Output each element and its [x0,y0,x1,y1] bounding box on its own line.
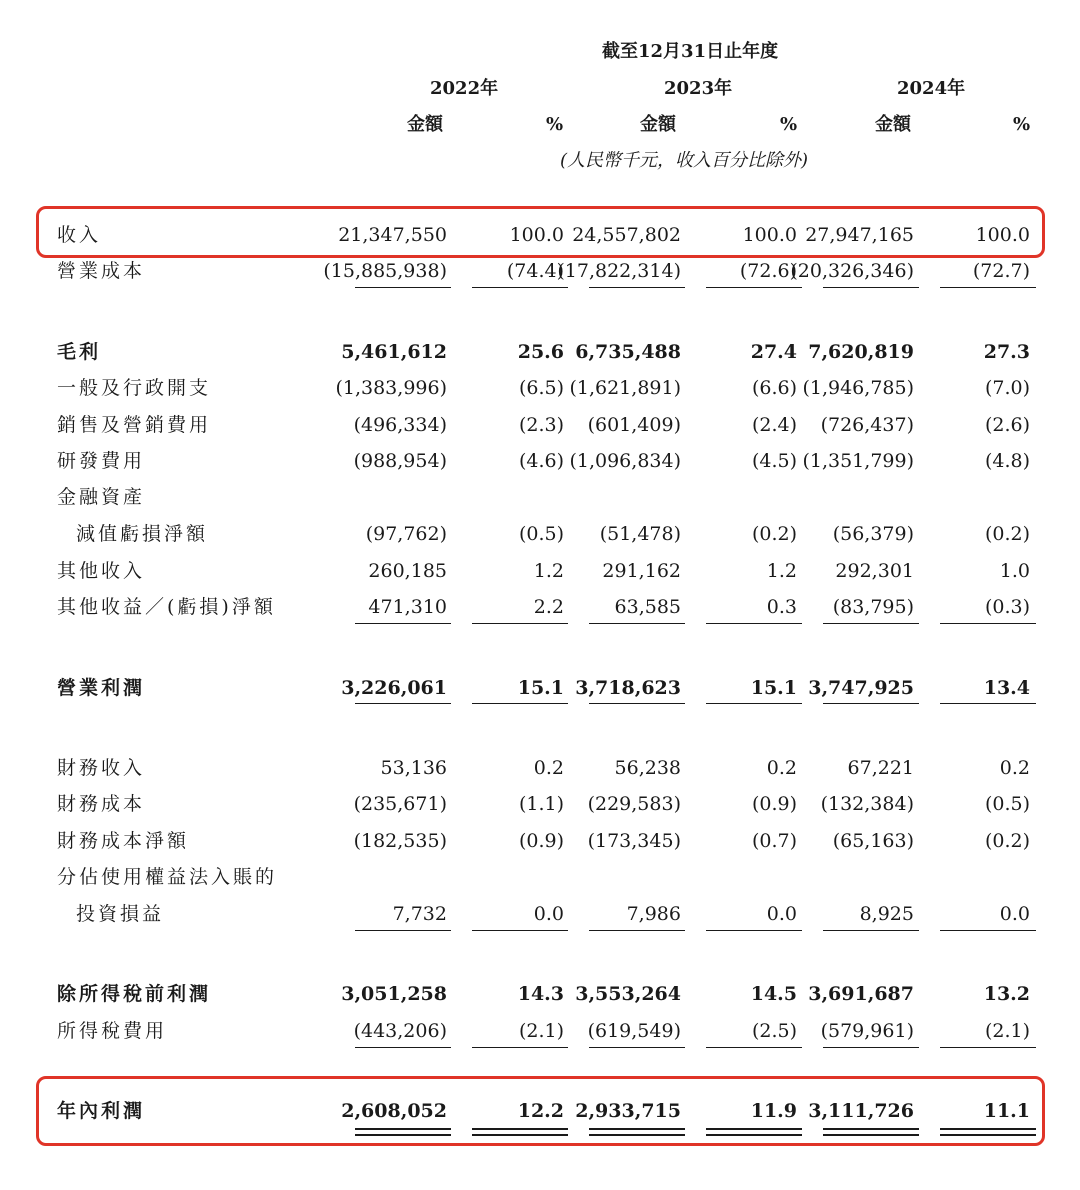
cell-pct-2024: (4.8) [984,450,1030,472]
row-label: 毛利 [57,341,102,363]
unit-note: (人民幣千元，收入百分比除外) [560,150,809,171]
underline-rule [589,930,685,931]
underline-rule [589,287,685,288]
underline-rule [823,287,919,288]
cell-pct-2023: 1.2 [766,560,797,582]
cell-amount-2023: 24,557,802 [572,224,681,246]
row-label: 銷售及營銷費用 [57,414,212,436]
underline-rule [823,1047,919,1048]
underline-rule [472,287,568,288]
row-label: 其他收益／(虧損)淨額 [57,596,276,618]
cell-amount-2022: 3,226,061 [341,677,447,699]
underline-rule [706,623,802,624]
cell-amount-2023: (51,478) [599,523,681,545]
underline-rule [355,1047,451,1048]
cell-pct-2022: 25.6 [517,341,564,363]
cell-pct-2022: (2.3) [518,414,564,436]
year-2022-heading: 2022年 [430,78,499,99]
underline-rule [589,1047,685,1048]
cell-amount-2023: (173,345) [587,830,681,852]
cell-amount-2022: (496,334) [353,414,447,436]
underline-rule [823,703,919,704]
cell-amount-2023: (229,583) [587,793,681,815]
cell-pct-2024: (2.6) [984,414,1030,436]
cell-amount-2023: (17,822,314) [557,260,681,282]
row-label: 收入 [57,224,102,246]
cell-pct-2024: (0.3) [984,596,1030,618]
cell-pct-2022: 0.0 [533,903,564,925]
cell-pct-2022: (0.5) [518,523,564,545]
underline-rule [355,287,451,288]
row-label: 財務收入 [57,757,146,779]
double-underline-rule [472,1128,568,1136]
amount-heading-2022: 金額 [407,114,443,135]
row-label: 分佔使用權益法入賬的 [57,866,278,888]
cell-pct-2022: 100.0 [509,224,564,246]
row-label: 減值虧損淨額 [76,523,209,545]
cell-amount-2024: 292,301 [835,560,914,582]
row-label: 投資損益 [76,903,165,925]
underline-rule [940,623,1036,624]
cell-pct-2024: (0.2) [984,523,1030,545]
cell-amount-2023: (601,409) [587,414,681,436]
pct-heading-2022: % [546,114,564,135]
cell-pct-2022: 15.1 [517,677,564,699]
cell-amount-2023: (1,096,834) [569,450,681,472]
underline-rule [823,930,919,931]
cell-pct-2022: (1.1) [518,793,564,815]
row-label: 除所得稅前利潤 [57,983,212,1005]
cell-pct-2022: 0.2 [533,757,564,779]
cell-amount-2023: 3,718,623 [575,677,681,699]
cell-pct-2024: (0.2) [984,830,1030,852]
row-label: 財務成本淨額 [57,830,190,852]
cell-amount-2022: 2,608,052 [341,1100,447,1122]
cell-pct-2023: (2.5) [751,1020,797,1042]
cell-pct-2023: 15.1 [750,677,797,699]
underline-rule [355,703,451,704]
underline-rule [823,623,919,624]
row-label: 年內利潤 [57,1100,146,1122]
cell-amount-2023: 63,585 [614,596,681,618]
underline-rule [472,623,568,624]
period-heading: 截至12月31日止年度 [602,41,779,62]
cell-amount-2023: 291,162 [602,560,681,582]
cell-pct-2023: (2.4) [751,414,797,436]
cell-amount-2023: 3,553,264 [575,983,681,1005]
cell-amount-2024: (1,946,785) [802,377,914,399]
cell-pct-2024: 27.3 [983,341,1030,363]
underline-rule [706,1047,802,1048]
cell-amount-2022: (235,671) [353,793,447,815]
underline-rule [706,703,802,704]
underline-rule [355,623,451,624]
double-underline-rule [355,1128,451,1136]
year-2023-heading: 2023年 [664,78,733,99]
cell-amount-2022: (1,383,996) [335,377,447,399]
cell-pct-2023: 0.3 [766,596,797,618]
cell-amount-2024: 67,221 [847,757,914,779]
cell-amount-2022: (988,954) [353,450,447,472]
cell-pct-2022: 2.2 [533,596,564,618]
cell-amount-2024: (1,351,799) [802,450,914,472]
cell-pct-2024: 13.2 [983,983,1030,1005]
cell-amount-2024: (83,795) [832,596,914,618]
underline-rule [472,930,568,931]
cell-amount-2022: 21,347,550 [338,224,447,246]
amount-heading-2023: 金額 [640,114,676,135]
cell-amount-2022: 471,310 [368,596,447,618]
cell-pct-2023: (72.6) [739,260,797,282]
cell-pct-2024: 13.4 [983,677,1030,699]
row-label: 所得稅費用 [57,1020,168,1042]
underline-rule [940,930,1036,931]
cell-amount-2022: (182,535) [353,830,447,852]
cell-pct-2023: 0.0 [766,903,797,925]
cell-amount-2022: (443,206) [353,1020,447,1042]
cell-pct-2023: (0.9) [751,793,797,815]
underline-rule [706,930,802,931]
cell-pct-2022: 12.2 [517,1100,564,1122]
cell-amount-2024: (579,961) [820,1020,914,1042]
cell-amount-2022: 260,185 [368,560,447,582]
cell-amount-2023: 6,735,488 [575,341,681,363]
underline-rule [472,1047,568,1048]
underline-rule [940,287,1036,288]
row-label: 營業成本 [57,260,146,282]
cell-amount-2024: (56,379) [832,523,914,545]
cell-pct-2024: 0.2 [999,757,1030,779]
cell-pct-2022: (6.5) [518,377,564,399]
cell-pct-2024: 0.0 [999,903,1030,925]
cell-amount-2023: 7,986 [626,903,681,925]
row-label: 研發費用 [57,450,146,472]
cell-amount-2024: 8,925 [859,903,914,925]
cell-pct-2023: 0.2 [766,757,797,779]
row-label: 一般及行政開支 [57,377,212,399]
pct-heading-2023: % [780,114,798,135]
cell-pct-2022: 14.3 [517,983,564,1005]
cell-pct-2024: (0.5) [984,793,1030,815]
cell-amount-2024: (726,437) [820,414,914,436]
cell-pct-2024: (72.7) [972,260,1030,282]
cell-pct-2023: 100.0 [742,224,797,246]
row-label: 財務成本 [57,793,146,815]
double-underline-rule [940,1128,1036,1136]
cell-pct-2023: (6.6) [751,377,797,399]
underline-rule [472,703,568,704]
cell-amount-2023: 56,238 [614,757,681,779]
cell-amount-2023: 2,933,715 [575,1100,681,1122]
year-2024-heading: 2024年 [897,78,966,99]
cell-amount-2023: (619,549) [587,1020,681,1042]
cell-pct-2024: 11.1 [983,1100,1030,1122]
cell-amount-2022: (15,885,938) [323,260,447,282]
cell-pct-2024: 100.0 [975,224,1030,246]
cell-pct-2022: (74.4) [506,260,564,282]
row-label: 營業利潤 [57,677,146,699]
row-label: 其他收入 [57,560,146,582]
underline-rule [706,287,802,288]
cell-pct-2023: 14.5 [750,983,797,1005]
cell-pct-2024: (7.0) [984,377,1030,399]
double-underline-rule [589,1128,685,1136]
cell-amount-2022: (97,762) [365,523,447,545]
cell-amount-2022: 7,732 [392,903,447,925]
cell-amount-2022: 53,136 [380,757,447,779]
cell-amount-2022: 3,051,258 [341,983,447,1005]
cell-pct-2022: (4.6) [518,450,564,472]
cell-amount-2024: 3,691,687 [808,983,914,1005]
cell-pct-2024: (2.1) [984,1020,1030,1042]
cell-pct-2023: 11.9 [750,1100,797,1122]
underline-rule [589,703,685,704]
pct-heading-2024: % [1013,114,1031,135]
cell-amount-2024: (132,384) [820,793,914,815]
cell-pct-2023: (4.5) [751,450,797,472]
underline-rule [589,623,685,624]
cell-pct-2023: (0.2) [751,523,797,545]
amount-heading-2024: 金額 [875,114,911,135]
cell-pct-2024: 1.0 [999,560,1030,582]
cell-pct-2022: (0.9) [518,830,564,852]
cell-pct-2022: 1.2 [533,560,564,582]
cell-amount-2023: (1,621,891) [569,377,681,399]
cell-amount-2024: 7,620,819 [808,341,914,363]
underline-rule [940,1047,1036,1048]
cell-pct-2023: (0.7) [751,830,797,852]
cell-pct-2022: (2.1) [518,1020,564,1042]
cell-amount-2024: (65,163) [832,830,914,852]
cell-pct-2023: 27.4 [750,341,797,363]
double-underline-rule [706,1128,802,1136]
cell-amount-2024: 27,947,165 [805,224,914,246]
underline-rule [940,703,1036,704]
underline-rule [355,930,451,931]
row-label: 金融資產 [57,486,146,508]
cell-amount-2024: 3,747,925 [808,677,914,699]
cell-amount-2024: 3,111,726 [808,1100,914,1122]
cell-amount-2024: (20,326,346) [790,260,914,282]
cell-amount-2022: 5,461,612 [341,341,447,363]
double-underline-rule [823,1128,919,1136]
